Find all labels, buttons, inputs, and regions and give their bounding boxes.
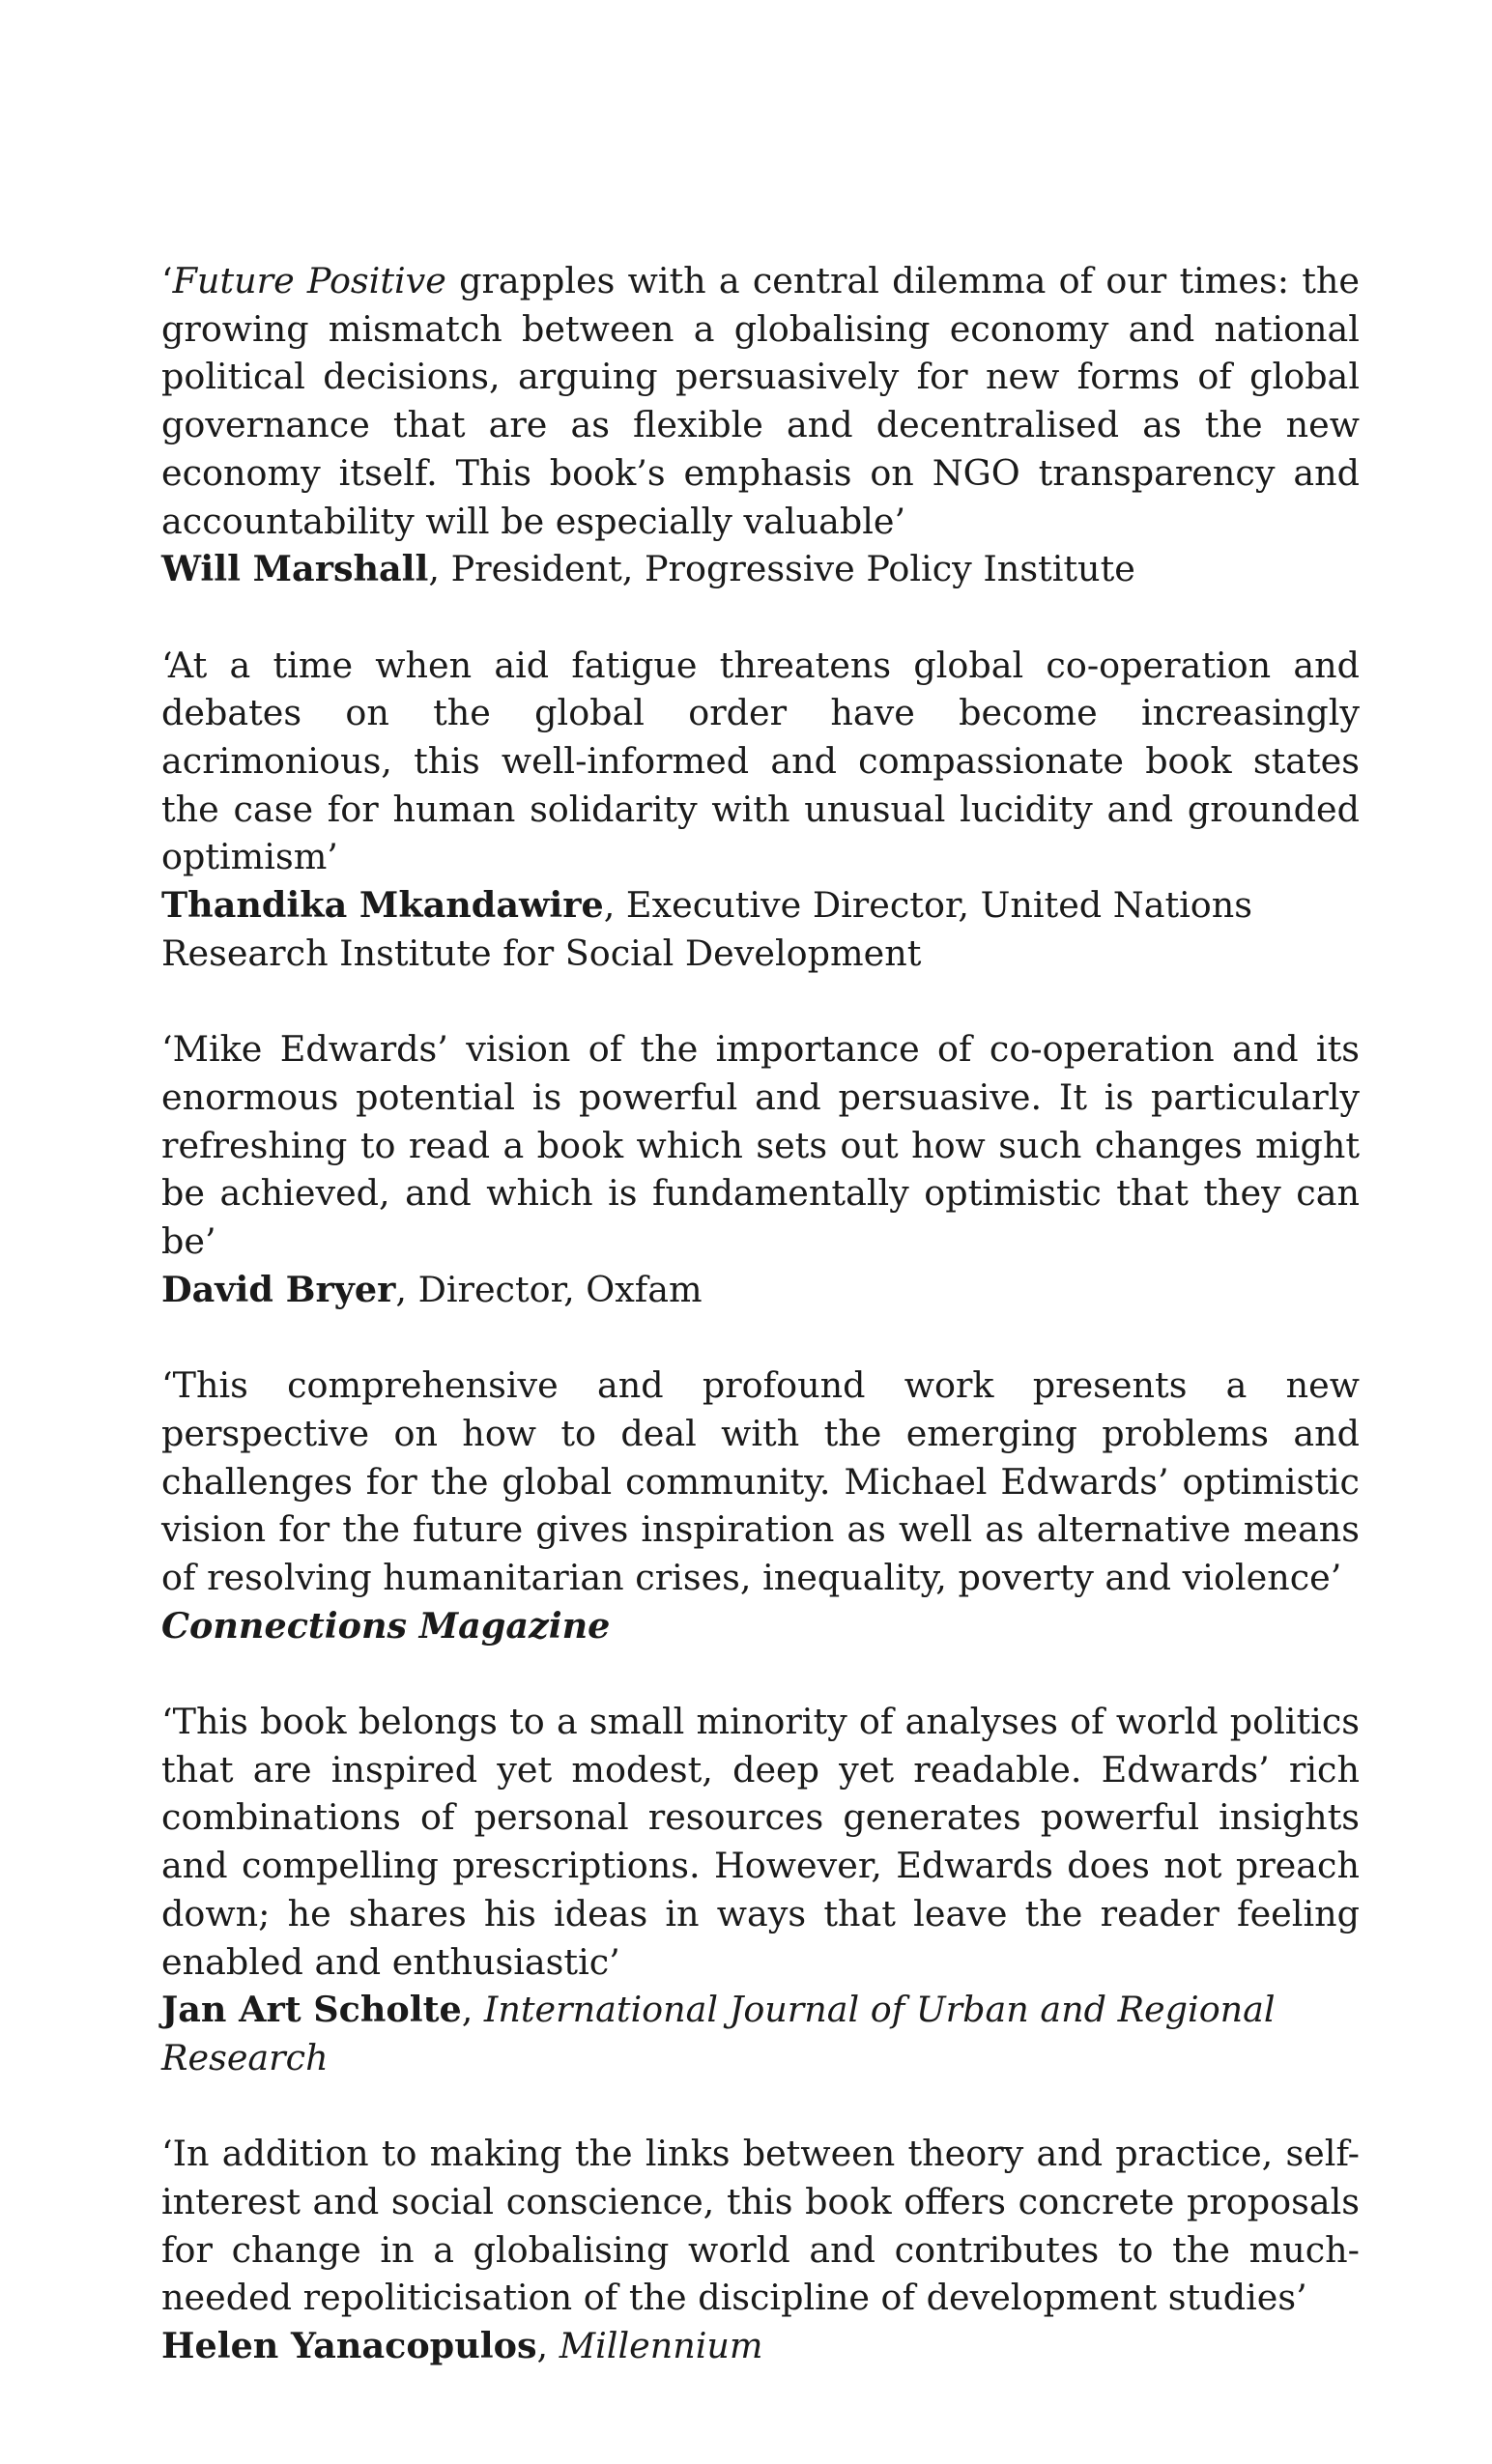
endorser-role: , Executive Director, United Nations Research Institute for Social Development — [161, 884, 1253, 974]
endorsement-quote: ‘This comprehensive and profound work presents a new perspective on how to deal with the emerging problems and challenges for the global community. Michael Edwards’ optimistic vision for the future gives inspiration as well as alternative means of resolving humanitarian crises, inequality, poverty and violence’ — [161, 1364, 1360, 1598]
endorser-name: Thandika Mkandawire — [161, 884, 604, 927]
endorser-name: Will Marshall — [161, 548, 429, 590]
endorser-role: , Director, Oxfam — [395, 1268, 703, 1310]
endorsement-quote: ‘At a time when aid fatigue threatens global co-operation and debates on the global order have become increasingly acrimonious, this well-informed and compassionate book states the case for human solidarity with unusual lucidity and grounded optimism’ — [161, 644, 1360, 878]
endorser-publication: International Journal of Urban and Regional Research — [161, 1989, 1276, 2078]
endorsement-connections-magazine — [161, 1361, 1360, 1649]
book-title: Future Positive — [172, 260, 446, 301]
endorsement-attribution — [161, 1602, 1360, 1650]
endorsements-page — [161, 257, 1360, 2419]
endorsement-quote: ‘Future Positive grapples with a central dilemma of our times: the growing mismatch between a globalising economy and national political decisions, arguing persuasively for new forms of global governance that are as flexible and decentralised as the new economy itself. This book’s emphasis on NGO transparency and accountability will be especially valuable’ — [161, 260, 1360, 542]
endorsement-quote: ‘In addition to making the links between theory and practice, self-interest and social conscience, this book offers concrete proposals for change in a globalising world and contributes to the much-needed repoliticisation of the discipline of development studies’ — [161, 2133, 1360, 2319]
endorsement-jan-art-scholte — [161, 1698, 1360, 2082]
endorsement-attribution: Jan Art Scholte, International Journal of Urban and Regional Research — [161, 1989, 1276, 2078]
endorsement-attribution — [161, 545, 1360, 593]
endorsement-helen-yanacopulos — [161, 2130, 1360, 2370]
endorser-publication: Connections Magazine — [161, 1604, 611, 1647]
endorser-name: Jan Art Scholte — [161, 1989, 462, 2031]
endorser-publication: Millennium — [559, 2325, 763, 2367]
endorsement-attribution — [161, 881, 1360, 977]
endorsement-quote: ‘Mike Edwards’ vision of the importance of co-operation and its enormous potential is powerful and persuasive. It is particularly refreshing to read a book which sets out how such changes might be achieved, and which is fundamentally optimistic that they can be’ — [161, 1028, 1360, 1263]
endorsement-attribution: Helen Yanacopulos, Millennium — [161, 2325, 763, 2367]
endorser-name: David Bryer — [161, 1268, 396, 1310]
endorser-name: Helen Yanacopulos — [161, 2325, 537, 2367]
endorsement-thandika-mkandawire — [161, 642, 1360, 978]
endorser-role: , President, Progressive Policy Institute — [428, 548, 1135, 590]
endorsement-will-marshall — [161, 257, 1360, 593]
endorsement-attribution — [161, 1266, 1360, 1314]
endorsement-david-bryer — [161, 1025, 1360, 1313]
endorsement-quote: ‘This book belongs to a small minority of analyses of world politics that are inspired yet modest, deep yet readable. Edwards’ rich combinations of personal resources generates powerful insights and compelling prescriptions. However, Edwards does not preach down; he shares his ideas in ways that leave the reader feeling enabled and enthusiastic’ — [161, 1701, 1360, 1983]
